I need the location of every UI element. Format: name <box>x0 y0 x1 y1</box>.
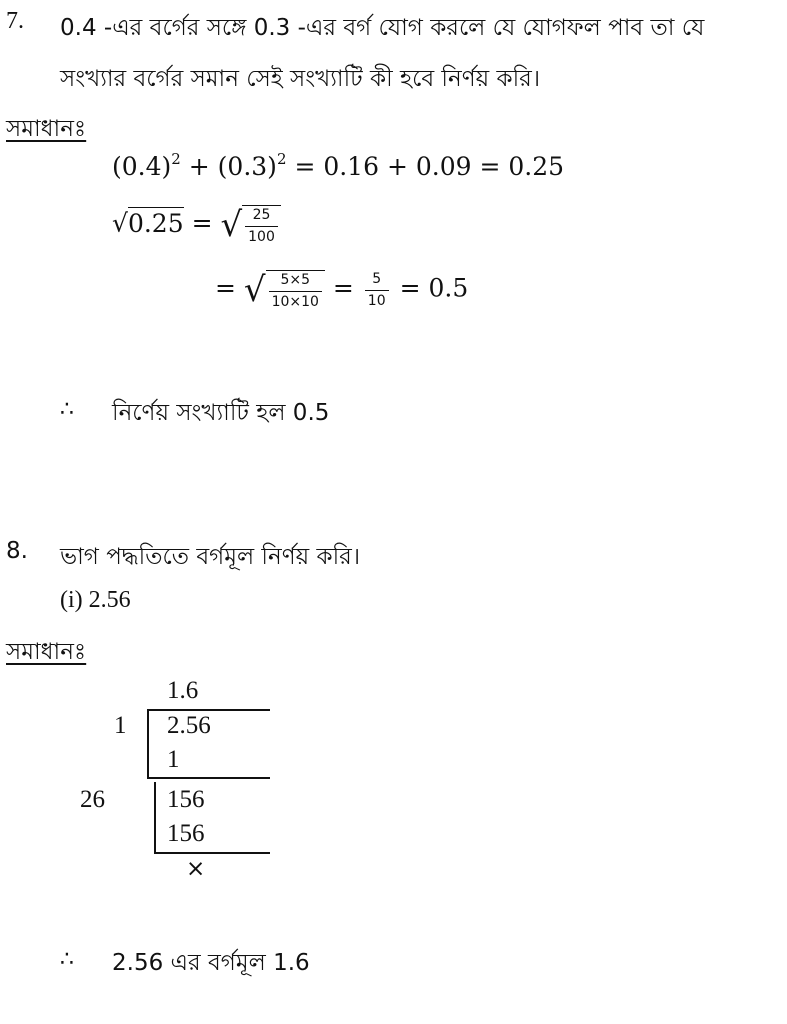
q7-equation-1 <box>112 150 564 181</box>
end-mark: × <box>186 856 206 882</box>
dividend: 2.56 <box>167 712 211 739</box>
fraction-numerator: 5×5 <box>269 272 322 291</box>
division-mid-line <box>147 777 270 779</box>
division-bottom-line <box>154 852 270 854</box>
fraction-denominator: 10×10 <box>271 293 319 310</box>
radicand: 0.25 <box>127 208 184 238</box>
exp-a: 2 <box>171 150 181 168</box>
eq1-result: = 0.16 + 0.09 = 0.25 <box>294 152 565 181</box>
quotient: 1.6 <box>167 677 199 704</box>
term-a: (0.4) <box>112 152 172 181</box>
division-left-line-1 <box>147 709 149 778</box>
therefore-symbol-q8: ∴ <box>60 947 74 972</box>
q7-equation-2 <box>112 205 281 245</box>
equals-sign: = <box>191 208 213 238</box>
q7-solution-heading: সমাধানঃ <box>6 116 87 142</box>
fraction-denominator-2: 10 <box>367 292 386 309</box>
plus-sign: + <box>188 152 210 181</box>
sqrt-sign-large: √ <box>243 270 266 310</box>
term-b: (0.3) <box>217 152 277 181</box>
q8-solution-heading: সমাধানঃ <box>6 639 87 665</box>
divisor-1: 1 <box>114 712 127 739</box>
fraction-numerator: 25 <box>245 207 278 226</box>
subtract-2: 156 <box>167 820 205 847</box>
sqrt-sign-large: √ <box>220 205 243 245</box>
therefore-symbol-q7: ∴ <box>60 397 74 422</box>
equals-sign-2: = <box>332 273 354 303</box>
division-top-line <box>147 709 270 711</box>
divisor-2: 26 <box>80 786 105 813</box>
q8-number: 8. <box>6 538 28 564</box>
eq3-result: = 0.5 <box>399 273 469 303</box>
q8-subpart: (i) 2.56 <box>60 587 131 613</box>
fraction-denominator: 100 <box>248 228 275 245</box>
sqrt-sign: √ <box>112 208 128 238</box>
q7-equation-3 <box>215 270 468 310</box>
q7-text-line2: সংখ্যার বর্গের সমান সেই সংখ্যাটি কী হবে নির্ণয় করি। <box>60 66 541 92</box>
division-left-line-2 <box>154 782 156 853</box>
fraction-numerator-2: 5 <box>365 271 389 290</box>
q7-text-line1: 0.4 -এর বর্গের সঙ্গে 0.3 -এর বর্গ যোগ করলে যে যোগফল পাব তা যে <box>60 15 705 41</box>
q8-conclusion: 2.56 এর বর্গমূল 1.6 <box>112 950 310 976</box>
exp-b: 2 <box>276 150 287 168</box>
q7-number: 7. <box>6 8 24 34</box>
remainder: 156 <box>167 786 205 813</box>
subtract-1: 1 <box>167 746 180 773</box>
q8-text-line1: ভাগ পদ্ধতিতে বর্গমূল নির্ণয় করি। <box>60 544 361 570</box>
equals-sign: = <box>215 273 236 303</box>
q7-conclusion: নির্ণেয় সংখ্যাটি হল 0.5 <box>112 400 330 426</box>
